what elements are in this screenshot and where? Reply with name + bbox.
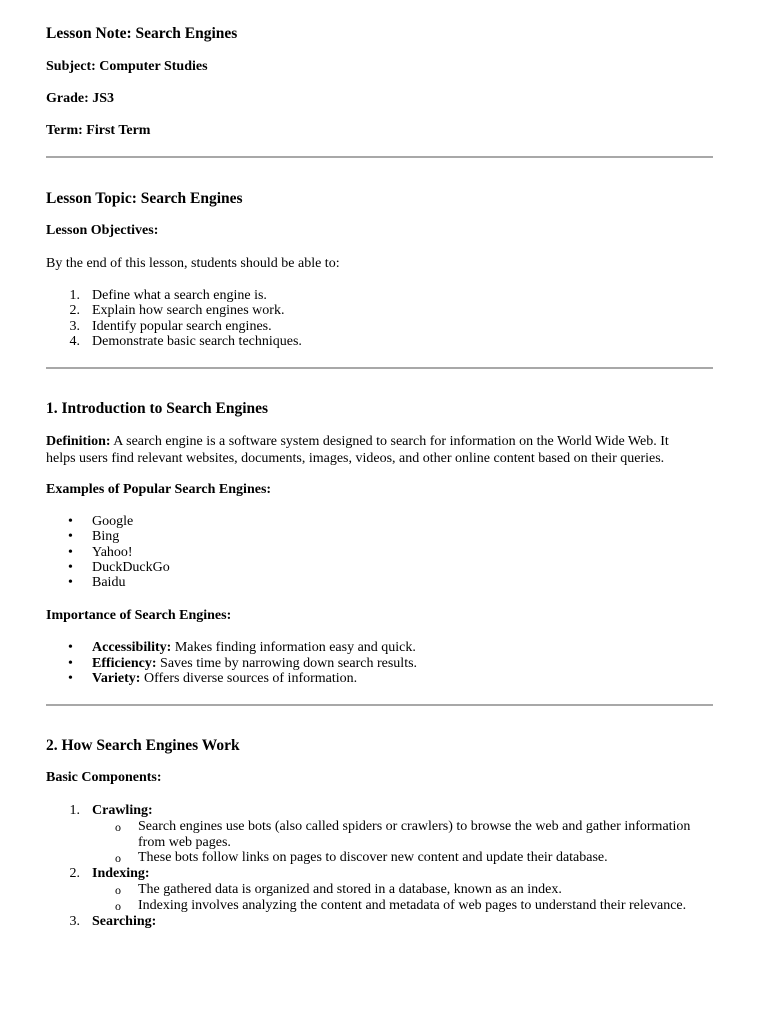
section-2-heading: 2. How Search Engines Work	[46, 737, 240, 754]
objective-text: Explain how search engines work.	[92, 303, 285, 318]
definition-text-line-1: A search engine is a software system designed to search for information on the World Wide Web. It	[110, 434, 669, 449]
importance-label: Variety:	[92, 671, 141, 686]
bullet-marker: •	[68, 545, 73, 560]
definition-text-line-2: helps users find relevant websites, documents, images, videos, and other online content based on their queries.	[46, 451, 665, 466]
list-number: 2.	[69, 303, 80, 318]
importance-label: Accessibility:	[92, 640, 172, 655]
sub-bullet-marker: o	[115, 899, 121, 913]
bullet-marker: •	[68, 529, 73, 544]
grade-line: Grade: JS3	[46, 91, 115, 106]
list-number: 1.	[69, 803, 80, 818]
list-number: 1.	[69, 288, 80, 303]
component-point: These bots follow links on pages to discover new content and update their database.	[138, 850, 608, 865]
divider-3	[46, 704, 713, 706]
definition-label: Definition:	[46, 434, 111, 449]
example-yahoo: Yahoo!	[92, 545, 133, 560]
document-title: Lesson Note: Search Engines	[46, 25, 238, 42]
importance-desc: Makes finding information easy and quick.	[171, 640, 416, 655]
divider-2	[46, 367, 713, 369]
section-1-heading: 1. Introduction to Search Engines	[46, 400, 269, 417]
importance-desc: Offers diverse sources of information.	[140, 671, 358, 686]
objectives-heading: Lesson Objectives:	[46, 223, 159, 238]
list-number: 3.	[69, 914, 80, 929]
objective-text: Demonstrate basic search techniques.	[92, 334, 302, 349]
importance-text	[92, 640, 416, 656]
example-google: Google	[92, 514, 134, 529]
examples-heading: Examples of Popular Search Engines:	[46, 482, 272, 497]
list-number: 3.	[69, 319, 80, 334]
example-duckduckgo: DuckDuckGo	[92, 560, 170, 575]
list-number: 4.	[69, 334, 80, 349]
bullet-marker: •	[68, 656, 73, 671]
list-number: 2.	[69, 866, 80, 881]
sub-bullet-marker: o	[115, 851, 121, 865]
importance-text	[92, 671, 357, 687]
example-bing: Bing	[92, 529, 120, 544]
objectives-intro: By the end of this lesson, students should be able to:	[46, 256, 340, 271]
example-baidu: Baidu	[92, 575, 126, 590]
component-label: Searching:	[92, 914, 157, 929]
sub-bullet-marker: o	[115, 883, 121, 897]
component-point: Search engines use bots (also called spiders or crawlers) to browse the web and gather information from web pages.	[138, 819, 691, 850]
component-point: Indexing involves analyzing the content and metadata of web pages to understand their relevance.	[138, 898, 687, 913]
term-line: Term: First Term	[46, 123, 151, 138]
bullet-marker: •	[68, 575, 73, 590]
lesson-topic: Lesson Topic: Search Engines	[46, 190, 243, 207]
sub-list-item	[46, 819, 713, 851]
bullet-marker: •	[68, 514, 73, 529]
importance-text	[92, 656, 417, 672]
objective-text: Define what a search engine is.	[92, 288, 267, 303]
definition-paragraph	[46, 433, 713, 467]
component-label: Indexing:	[92, 866, 150, 881]
importance-label: Efficiency:	[92, 656, 157, 671]
component-label: Crawling:	[92, 803, 153, 818]
subject-line: Subject: Computer Studies	[46, 59, 208, 74]
bullet-marker: •	[68, 640, 73, 655]
bullet-marker: •	[68, 560, 73, 575]
divider-1	[46, 156, 713, 158]
component-point: The gathered data is organized and stored in a database, known as an index.	[138, 882, 562, 897]
importance-heading: Importance of Search Engines:	[46, 608, 232, 623]
objective-text: Identify popular search engines.	[92, 319, 272, 334]
bullet-marker: •	[68, 671, 73, 686]
components-heading: Basic Components:	[46, 770, 162, 785]
importance-desc: Saves time by narrowing down search results.	[156, 656, 418, 671]
sub-bullet-marker: o	[115, 820, 121, 834]
